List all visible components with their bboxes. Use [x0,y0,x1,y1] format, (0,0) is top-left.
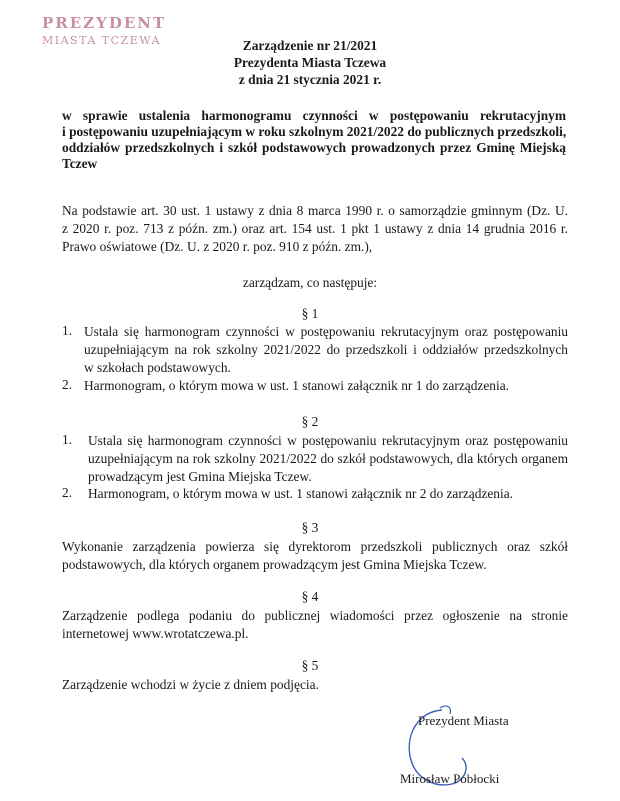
subject-line: Tczew [62,156,98,171]
section-2-item-1 [88,432,568,486]
section-1-item-1-line: uzupełniającym na rok szkolny 2021/2022 do przedszkoli i oddziałów przedszkolnych [84,342,568,357]
doc-issuer: Prezydenta Miasta Tczewa [233,55,387,70]
section-2-title: § 2 [301,414,319,429]
section-1-item-2: Harmonogram, o którym mowa w ust. 1 stanowi załącznik nr 1 do zarządzenia. [84,378,510,393]
section-4-line: Zarządzenie podlega podaniu do publicznej wiadomości przez ogłoszenie na stronie [62,608,568,623]
section-2-item-1-number: 1. [62,432,73,447]
section-5-text: Zarządzenie wchodzi w życie z dniem podjęcia. [62,677,319,692]
section-3-line: Wykonanie zarządzenia powierza się dyrektorom przedszkoli publicznych oraz szkół [62,539,568,554]
section-4-title: § 4 [301,589,319,604]
preamble-line: z 2020 r. poz. 713 z późn. zm.) oraz art. 154 ust. 1 pkt 1 ustawy z dnia 14 grudnia 2016 r. [62,221,568,236]
section-3-text [62,538,568,574]
doc-subject [62,108,566,172]
section-1-item-1-line: w szkołach podstawowych. [84,360,231,375]
preamble [62,202,568,256]
subject-line: w sprawie ustalenia harmonogramu czynności w postępowaniu rekrutacyjnym [62,108,566,123]
section-2-item-2-number: 2. [62,485,73,500]
section-5-title: § 5 [301,658,319,673]
preamble-line: Na podstawie art. 30 ust. 1 ustawy z dnia 8 marca 1990 r. o samorządzie gminnym (Dz. U. [62,203,568,218]
section-3-line: podstawowych, dla których organem prowadzącym jest Gmina Miejska Tczew. [62,557,487,572]
section-3-title: § 3 [301,520,319,535]
doc-title: Zarządzenie nr 21/2021 [242,38,378,53]
stamp-line-2: MIASTA TCZEWA [42,34,161,47]
section-1-item-1 [84,323,568,377]
doc-date: z dnia 21 stycznia 2021 r. [238,72,382,87]
stamp-line-1: PREZYDENT [42,14,167,32]
section-2-item-1-line: Ustala się harmonogram czynności w postępowaniu rekrutacyjnym oraz postępowaniu [88,433,568,448]
order-phrase: zarządzam, co następuje: [242,275,378,290]
signature-title: Prezydent Miasta [418,713,509,728]
section-2-item-2: Harmonogram, o którym mowa w ust. 1 stanowi załącznik nr 2 do zarządzenia. [88,486,514,501]
section-4-text [62,607,568,643]
section-1-item-1-number: 1. [62,323,73,338]
section-2-item-1-line: uzupełniającym na rok szkolny 2021/2022 do szkół podstawowych, dla których organem [88,451,568,466]
section-1-title: § 1 [301,306,319,321]
section-2-item-1-line: prowadzącym jest Gmina Miejska Tczew. [88,469,312,484]
subject-line: i postępowaniu uzupełniającym w roku szkolnym 2021/2022 do publicznych przedszkoli, [62,124,567,139]
preamble-line: Prawo oświatowe (Dz. U. z 2020 r. poz. 910 z późn. zm.), [62,239,373,254]
section-1-item-1-line: Ustala się harmonogram czynności w postępowaniu rekrutacyjnym oraz postępowaniu [84,324,568,339]
signature-name: Mirosław Pobłocki [400,771,500,786]
section-1-item-2-number: 2. [62,377,73,392]
section-4-line: internetowej www.wrotatczewa.pl. [62,626,249,641]
subject-line: oddziałów przedszkolnych i szkół podstawowych prowadzonych przez Gminę Miejską [62,140,566,155]
